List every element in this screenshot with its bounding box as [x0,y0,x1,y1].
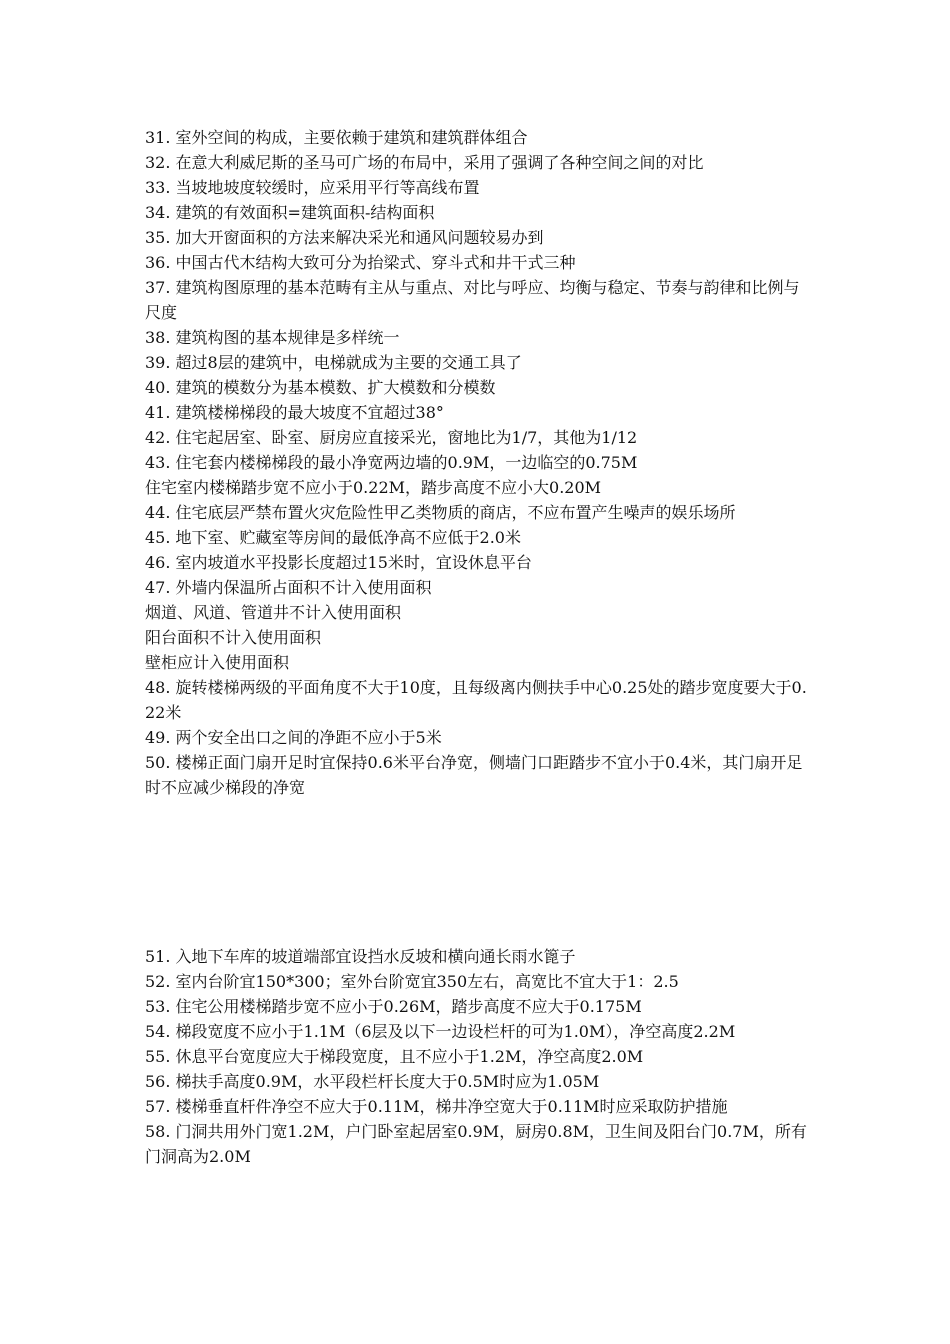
note-58: 58. 门洞共用外门宽1.2M，户门卧室起居室0.9M，厨房0.8M，卫生间及阳台门0.7M，所有门洞高为2.0M [145,1122,807,1166]
note-43-continued: 住宅室内楼梯踏步宽不应小于0.22M，踏步高度不应小大0.20M [145,478,602,497]
note-45: 45. 地下室、贮藏室等房间的最低净高不应低于2.0米 [145,528,521,547]
note-40: 40. 建筑的模数分为基本模数、扩大模数和分模数 [145,378,496,397]
note-53: 53. 住宅公用楼梯踏步宽不应小于0.26M，踏步高度不应大于0.175M [145,997,642,1016]
note-57: 57. 楼梯垂直杆件净空不应大于0.11M，梯井净空宽大于0.11M时应采取防护措施 [145,1097,728,1116]
note-52: 52. 室内台阶宜150*300；室外台阶宽宜350左右，高宽比不宜大于1：2.5 [145,972,679,991]
note-32: 32. 在意大利威尼斯的圣马可广场的布局中，采用了强调了各种空间之间的对比 [145,153,704,172]
note-35: 35. 加大开窗面积的方法来解决采光和通风问题较易办到 [145,228,544,247]
note-49: 49. 两个安全出口之间的净距不应小于5米 [145,728,442,747]
notes-section-2 [145,944,811,1169]
note-47: 47. 外墙内保温所占面积不计入使用面积 [145,578,432,597]
note-38: 38. 建筑构图的基本规律是多样统一 [145,328,400,347]
note-33: 33. 当坡地坡度较缓时，应采用平行等高线布置 [145,178,480,197]
note-42: 42. 住宅起居室、卧室、厨房应直接采光，窗地比为1/7，其他为1/12 [145,428,638,447]
note-55: 55. 休息平台宽度应大于梯段宽度，且不应小于1.2M，净空高度2.0M [145,1047,644,1066]
note-47-balcony: 阳台面积不计入使用面积 [145,628,322,647]
note-48: 48. 旋转楼梯两级的平面角度不大于10度，且每级离内侧扶手中心0.25处的踏步宽度要大于0.22米 [145,678,807,722]
note-39: 39. 超过8层的建筑中，电梯就成为主要的交通工具了 [145,353,522,372]
note-43: 43. 住宅套内楼梯梯段的最小净宽两边墙的0.9M，一边临空的0.75M [145,453,638,472]
note-54: 54. 梯段宽度不应小于1.1M（6层及以下一边设栏杆的可为1.0M），净空高度2.2M [145,1022,736,1041]
note-34: 34. 建筑的有效面积=建筑面积-结构面积 [145,203,435,222]
note-46: 46. 室内坡道水平投影长度超过15米时，宜设休息平台 [145,553,532,572]
note-44: 44. 住宅底层严禁布置火灾危险性甲乙类物质的商店，不应布置产生噪声的娱乐场所 [145,503,736,522]
note-50: 50. 楼梯正面门扇开足时宜保持0.6米平台净宽，侧墙门口距踏步不宜小于0.4米，其门扇开足时不应减少梯段的净宽 [145,753,803,797]
note-37: 37. 建筑构图原理的基本范畴有主从与重点、对比与呼应、均衡与稳定、节奏与韵律和比例与尺度 [145,278,800,322]
note-47-closet: 壁柜应计入使用面积 [145,653,290,672]
note-36: 36. 中国古代木结构大致可分为抬梁式、穿斗式和井干式三种 [145,253,576,272]
note-41: 41. 建筑楼梯梯段的最大坡度不宜超过38° [145,403,444,422]
note-47-flues: 烟道、风道、管道井不计入使用面积 [145,603,402,622]
note-51: 51. 入地下车库的坡道端部宜设挡水反坡和横向通长雨水篦子 [145,947,576,966]
notes-section-1 [145,125,811,800]
note-31: 31. 室外空间的构成，主要依赖于建筑和建筑群体组合 [145,128,528,147]
note-56: 56. 梯扶手高度0.9M，水平段栏杆长度大于0.5M时应为1.05M [145,1072,600,1091]
